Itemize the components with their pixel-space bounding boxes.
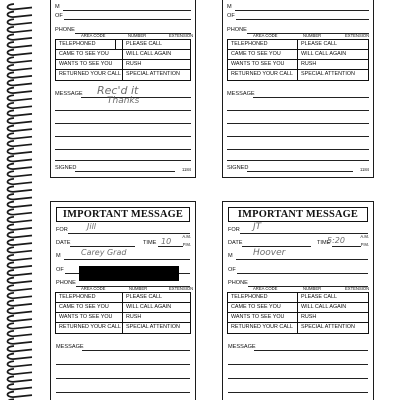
area-code-label: AREA CODE [81,286,106,291]
handwritten-message: Thanks [107,96,140,106]
checkbox-special-attention[interactable]: SPECIAL ATTENTION [126,71,180,77]
spiral-coil [7,42,32,48]
checkbox-returned-your-call[interactable]: RETURNED YOUR CALL [56,70,123,80]
spiral-coil [7,346,32,352]
spiral-coil [7,331,32,337]
phone-label: PHONE [55,27,75,33]
handwritten-m: Carey Grad [81,248,127,257]
spiral-coil [7,19,32,25]
checkbox-special-attention[interactable]: SPECIAL ATTENTION [301,324,355,330]
message-line [227,123,369,124]
extension-label: EXTENSION [169,286,194,291]
checkbox-please-call[interactable]: PLEASE CALL [298,40,368,50]
checkbox-wants-to-see-you[interactable]: WANTS TO SEE YOU [228,313,298,323]
checkbox-grid [227,292,369,334]
number-label: NUMBER [303,286,322,291]
spiral-coil [7,217,32,223]
extension-label: EXTENSION [345,33,370,38]
m-label: M [228,253,233,259]
message-slip-top-right [222,0,374,178]
spiral-coil [7,103,32,109]
spiral-coil [7,338,32,344]
number-label: NUMBER [303,33,322,38]
time-line [158,246,183,247]
phone-label: PHONE [228,280,248,286]
checkbox-please-call[interactable]: PLEASE CALL [298,293,368,303]
form-number: 1184 [181,167,191,172]
checkbox-telephoned[interactable]: TELEPHONED [56,40,123,50]
m-label: M [55,4,60,10]
checkbox-returned-your-call[interactable]: RETURNED YOUR CALL [228,70,298,80]
spiral-coil [7,194,32,200]
date-label: DATE [56,240,71,246]
checkbox-came-to-see-you[interactable]: CAME TO SEE YOU [56,303,123,313]
of-label: OF [55,13,63,19]
spiral-coil [7,369,32,375]
message-line [228,378,368,379]
spiral-coil [7,34,32,40]
spiral-coil [7,262,32,268]
spiral-coil [7,50,32,56]
am-label: A.M. [360,234,369,239]
for-line [68,233,190,234]
spiral-coil [7,240,32,246]
checkbox-came-to-see-you[interactable]: CAME TO SEE YOU [228,303,298,313]
checkbox-will-call-again[interactable]: WILL CALL AGAIN [298,303,368,313]
spiral-coil [7,376,32,382]
message-line [56,378,190,379]
checkbox-special-attention[interactable]: SPECIAL ATTENTION [126,324,180,330]
spiral-binding [0,0,40,400]
checkbox-telephoned[interactable]: TELEPHONED [228,293,298,303]
spiral-coil [7,392,32,398]
area-code-label: AREA CODE [81,33,106,38]
form-number: 1184 [359,167,369,172]
of-line [64,19,191,20]
message-line [55,110,191,111]
spiral-coil [7,323,32,329]
spiral-coil [7,224,32,230]
m-line [236,259,368,260]
handwritten-time: 10 [161,237,172,246]
date-line [70,246,135,247]
checkbox-grid [55,39,191,81]
message-line [254,350,368,351]
signed-label: SIGNED [55,165,77,171]
redaction-bar [79,266,179,281]
handwritten-message: Rec'd it [97,84,139,97]
spiral-coil [7,361,32,367]
checkbox-wants-to-see-you[interactable]: WANTS TO SEE YOU [228,60,298,70]
message-line [227,136,369,137]
m-label: M [227,4,232,10]
handwritten-for: JT [253,222,262,232]
spiral-coil [7,384,32,390]
spiral-coil [7,308,32,314]
message-line [82,350,190,351]
phone-label: PHONE [227,27,247,33]
area-code-label: AREA CODE [253,286,278,291]
message-line [55,123,191,124]
spiral-coil [7,133,32,139]
spiral-coil [7,278,32,284]
message-line [55,136,191,137]
of-label: OF [56,267,64,273]
checkbox-will-call-again[interactable]: WILL CALL AGAIN [123,50,190,60]
message-line [228,364,368,365]
spiral-coil [7,316,32,322]
checkbox-please-call[interactable]: PLEASE CALL [123,40,190,50]
m-line [63,10,191,11]
checkbox-rush[interactable]: RUSH [123,60,190,70]
spiral-coil [7,209,32,215]
checkbox-returned-your-call[interactable]: RETURNED YOUR CALL [56,323,123,333]
checkbox-please-call[interactable]: PLEASE CALL [123,293,190,303]
spiral-coil [7,27,32,33]
spiral-coil [7,354,32,360]
message-line [56,392,190,393]
message-label: MESSAGE [56,344,84,350]
extension-label: EXTENSION [169,33,194,38]
message-line [55,160,191,161]
slip-title: IMPORTANT MESSAGE [228,207,368,222]
checkbox-will-call-again[interactable]: WILL CALL AGAIN [123,303,190,313]
m-line [235,10,369,11]
spiral-coil [7,202,32,208]
checkbox-telephoned[interactable]: TELEPHONED [56,293,123,303]
spiral-coil [7,156,32,162]
area-code-label: AREA CODE [253,33,278,38]
checkbox-wants-to-see-you[interactable]: WANTS TO SEE YOU [56,60,123,70]
date-line [242,246,311,247]
message-line [227,149,369,150]
for-line [240,233,368,234]
checkbox-came-to-see-you[interactable]: CAME TO SEE YOU [56,50,123,60]
checkbox-telephoned[interactable]: TELEPHONED [228,40,298,50]
of-line [236,19,369,20]
handwritten-for: Jill [87,222,97,231]
spiral-coil [7,126,32,132]
checkbox-grid [55,292,191,334]
spiral-coil [7,12,32,18]
m-label: M [56,253,61,259]
spiral-coil [7,65,32,71]
am-label: A.M. [182,234,191,239]
handwritten-time: 5:20 [327,236,345,245]
checkbox-special-attention[interactable]: SPECIAL ATTENTION [301,71,355,77]
message-slip-top-left [50,0,196,178]
spiral-coil [7,232,32,238]
spiral-coil [7,4,32,10]
spiral-coil [7,148,32,154]
message-label: MESSAGE [228,344,256,350]
slip-title: IMPORTANT MESSAGE [56,207,190,222]
of-label: OF [228,267,236,273]
spiral-coil [7,118,32,124]
message-line [56,364,190,365]
checkbox-will-call-again[interactable]: WILL CALL AGAIN [298,50,368,60]
time-line [332,246,361,247]
spiral-coil [7,164,32,170]
for-label: FOR [228,227,240,233]
signed-line [247,171,353,172]
message-slip-bottom-left [50,201,196,400]
message-label: MESSAGE [227,91,255,97]
time-label: TIME [317,240,331,246]
spiral-coil [7,255,32,260]
spiral-coil [7,300,32,306]
spiral-coil [7,110,32,116]
spiral-coil [7,80,32,86]
for-label: FOR [56,227,68,233]
checkbox-wants-to-see-you[interactable]: WANTS TO SEE YOU [56,313,123,323]
checkbox-rush[interactable]: RUSH [123,313,190,323]
handwritten-m: Hoover [253,248,286,258]
message-line [253,97,369,98]
extension-label: EXTENSION [345,286,370,291]
of-line [237,273,368,274]
spiral-coil [7,171,32,177]
message-line [55,149,191,150]
spiral-coil [7,179,32,185]
spiral-coil [7,141,32,147]
message-line [227,110,369,111]
checkbox-grid [227,39,369,81]
m-line [64,259,190,260]
spiral-coil [7,88,32,94]
spiral-coil [7,95,32,101]
signed-label: SIGNED [227,165,249,171]
spiral-coil [7,293,32,299]
checkbox-rush[interactable]: RUSH [298,313,368,323]
spiral-coil [7,186,32,192]
spiral-coil [7,72,32,78]
checkbox-rush[interactable]: RUSH [298,60,368,70]
phone-label: PHONE [56,280,76,286]
checkbox-came-to-see-you[interactable]: CAME TO SEE YOU [228,50,298,60]
date-label: DATE [228,240,243,246]
pm-label: P.M. [182,242,191,247]
number-label: NUMBER [129,286,148,291]
message-slip-bottom-right [222,201,374,400]
signed-line [75,171,175,172]
spiral-coil [7,57,32,63]
number-label: NUMBER [128,33,147,38]
message-line [228,392,368,393]
spiral-coil [7,270,32,276]
message-line [227,160,369,161]
checkbox-returned-your-call[interactable]: RETURNED YOUR CALL [228,323,298,333]
spiral-coil [7,247,32,253]
spiral-coil [7,285,32,291]
pm-label: P.M. [360,242,369,247]
time-label: TIME [143,240,157,246]
message-label: MESSAGE [55,91,83,97]
of-label: OF [227,13,235,19]
